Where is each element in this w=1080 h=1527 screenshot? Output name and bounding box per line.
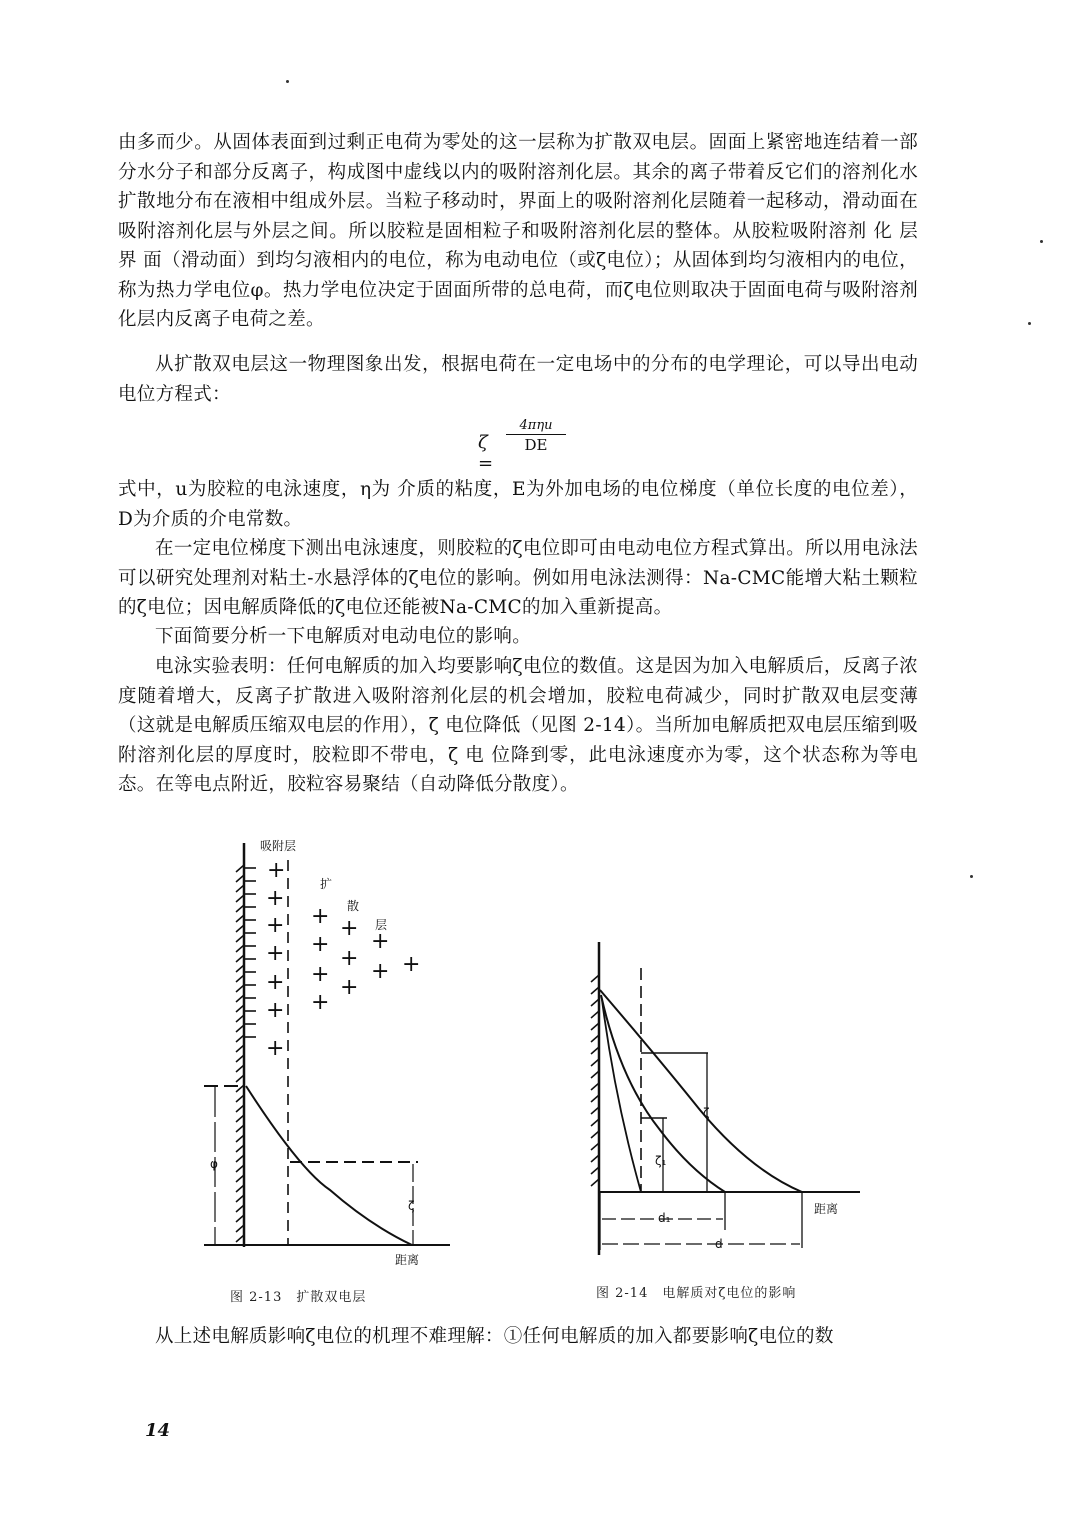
equation-lhs: ζ = (478, 432, 494, 474)
positive-charge: + (371, 959, 390, 984)
label-diffuse-1: 扩 (320, 877, 333, 891)
label-zeta1: ζ₁ (655, 1154, 667, 1168)
potential-curve-original (600, 990, 802, 1192)
positive-charge: + (311, 962, 330, 987)
paragraph-variable-definitions: 式中，u为胶粒的电泳速度，η为 介质的粘度，E为外加电场的电位梯度（单位长度的电位差），D为介质的介电常数。 (118, 479, 918, 530)
positive-charge: + (266, 886, 285, 911)
label-adsorption-layer: 吸附层 (260, 839, 297, 853)
positive-charge: + (266, 1036, 285, 1061)
label-phi: φ (210, 1157, 218, 1171)
positive-charge: + (266, 913, 285, 938)
scan-speck (970, 875, 973, 878)
charges (266, 858, 420, 1061)
positive-charge: + (340, 946, 359, 971)
label-distance: 距离 (395, 1253, 420, 1267)
paragraph-electrolyte-intro: 下面简要分析一下电解质对电动电位的影响。 (155, 626, 532, 647)
positive-charge: + (311, 932, 330, 957)
positive-charge: + (311, 990, 330, 1015)
label-zeta: ζ (408, 1199, 415, 1213)
equation-numerator: 4πηu (506, 418, 566, 435)
positive-charge: + (266, 941, 285, 966)
label-distance: 距离 (814, 1202, 839, 1216)
paragraph-electrolyte-effect: 电泳实验表明：任何电解质的加入均要影响ζ电位的数值。这是因为加入电解质后，反离子浓度随着增大，反离子扩散进入吸附溶剂化层的机会增加，胶粒电荷减少，同时扩散双电层变薄（这就是电解质压缩双电层的作用），ζ 电位降低（见图 2-14）。当所加电解质把双电层压缩到吸附溶剂化层的厚度时，胶粒即不带电，ζ 电 位降到零，此电泳速度亦为零，这个状态称为等电态。在等电点附近，胶粒容易聚结（自动降低分散度）。 (118, 656, 918, 795)
figure-2-13-caption: 图 2-13 扩散双电层 (230, 1290, 367, 1305)
scan-speck (1040, 240, 1043, 243)
figure-2-13 (204, 843, 450, 1247)
positive-charge: + (340, 975, 359, 1000)
label-zeta: ζ (703, 1106, 710, 1120)
positive-charge: + (340, 916, 359, 941)
paragraph-conclusion: 从上述电解质影响ζ电位的机理不难理解：①任何电解质的加入都要影响ζ电位的数 (155, 1326, 834, 1347)
label-diffuse-3: 层 (375, 918, 388, 932)
scan-speck (1028, 322, 1031, 325)
equation-denominator: DE (524, 436, 548, 454)
potential-curve (246, 1086, 412, 1245)
surface-ticks (244, 868, 256, 1037)
label-d1: d₁ (658, 1211, 671, 1225)
positive-charge: + (402, 952, 421, 977)
figure-2-14-caption: 图 2-14 电解质对ζ电位的影响 (596, 1286, 797, 1301)
paragraph-equation-intro: 从扩散双电层这一物理图象出发，根据电荷在一定电场中的分布的电学理论，可以导出电动电位方程式： (118, 354, 918, 405)
paragraph-electrophoresis: 在一定电位梯度下测出电泳速度，则胶粒的ζ电位即可由电动电位方程式算出。所以用电泳法可以研究处理剂对粘土-水悬浮体的ζ电位的影响。例如用电泳法测得：Na-CMC能增大粘土颗粒的ζ电位；因电解质降低的ζ电位还能被Na-CMC的加入重新提高。 (118, 538, 918, 618)
label-diffuse-2: 散 (347, 899, 360, 913)
positive-charge: + (371, 929, 390, 954)
potential-curve-isoelectric (602, 1000, 641, 1192)
positive-charge: + (267, 858, 286, 883)
scan-speck (286, 80, 289, 83)
positive-charge: + (266, 970, 285, 995)
label-d: d (715, 1237, 723, 1251)
page-number: 14 (145, 1420, 171, 1441)
paragraph-double-layer: 由多而少。从固体表面到过剩正电荷为零处的这一层称为扩散双电层。固面上紧密地连结着一部分水分子和部分反离子，构成图中虚线以内的吸附溶剂化层。其余的离子带着反它们的溶剂化水扩散地分布在液相中组成外层。当粒子移动时，界面上的吸附溶剂化层随着一起移动，滑动面在吸附溶剂化层与外层之间。所以胶粒是固相粒子和吸附溶剂化层的整体。从胶粒吸附溶剂 化 层 界 面（滑动面）到均匀液相内的电位，称为电动电位（或ζ电位）；从固体到均匀液相内的电位，称为热力学电位φ。热力学电位决定于固面所带的总电荷，而ζ电位则取决于固面电荷与吸附溶剂化层内反离子电荷之差。 (118, 132, 918, 330)
positive-charge: + (266, 998, 285, 1023)
positive-charge: + (311, 904, 330, 929)
